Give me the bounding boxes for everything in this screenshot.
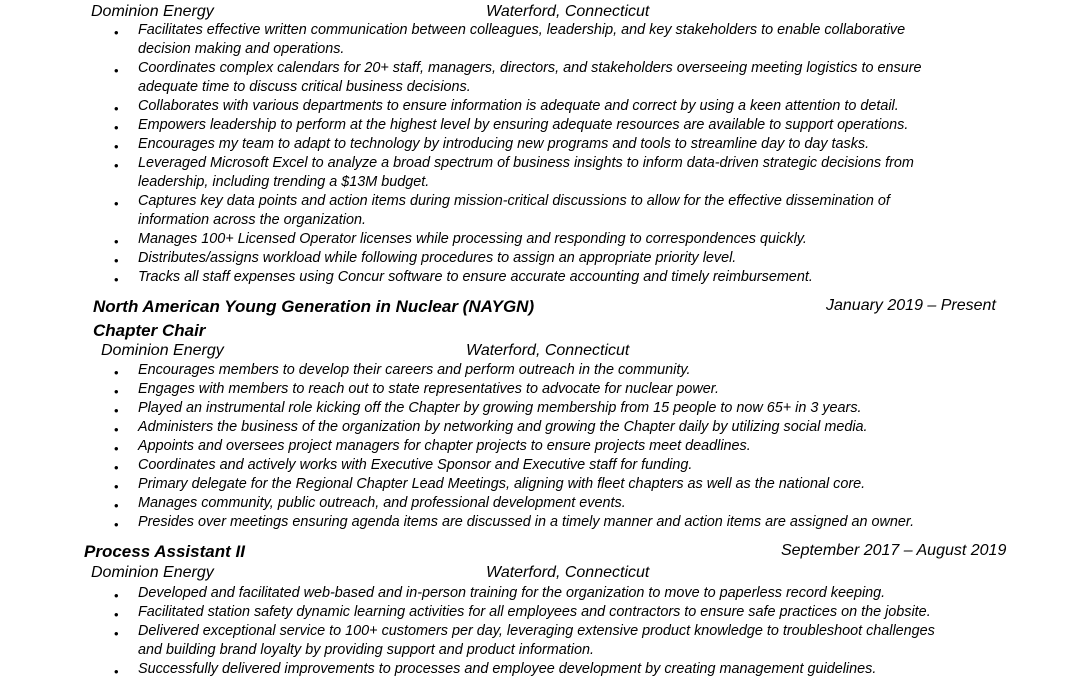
job-2-dates: January 2019 – Present: [826, 297, 996, 314]
bullet-glyph: •: [114, 365, 119, 380]
bullet-glyph: •: [114, 498, 119, 513]
bullet-glyph: •: [114, 441, 119, 456]
bullet-glyph: •: [114, 607, 119, 622]
job-3-location: Waterford, Connecticut: [486, 564, 650, 581]
job-3-title: Process Assistant II: [84, 542, 245, 561]
bullet-glyph: •: [114, 101, 119, 116]
job-2-role: Chapter Chair: [93, 321, 206, 340]
bullet-glyph: •: [114, 479, 119, 494]
bullet-glyph: •: [114, 517, 119, 532]
bullet-glyph: •: [114, 422, 119, 437]
bullet-glyph: •: [114, 626, 119, 641]
bullet-glyph: •: [114, 139, 119, 154]
bullet-glyph: •: [114, 460, 119, 475]
bullet-glyph: •: [114, 196, 119, 211]
bullet-glyph: •: [114, 253, 119, 268]
job-2-location: Waterford, Connecticut: [466, 342, 630, 359]
bullet-glyph: •: [114, 63, 119, 78]
job-3-company: Dominion Energy: [91, 564, 214, 581]
bullet-glyph: •: [114, 272, 119, 287]
job-1-location: Waterford, Connecticut: [486, 3, 650, 20]
bullet-glyph: •: [114, 664, 119, 679]
bullet-glyph: •: [114, 403, 119, 418]
job-2-title: North American Young Generation in Nuclear (NAYGN): [93, 297, 535, 316]
job-3-dates: September 2017 – August 2019: [781, 542, 1007, 559]
bullet-glyph: •: [114, 588, 119, 603]
bullet-glyph: •: [114, 384, 119, 399]
job-2-company: Dominion Energy: [101, 342, 224, 359]
bullet-glyph: •: [114, 158, 119, 173]
bullet-glyph: •: [114, 234, 119, 249]
bullet-glyph: •: [114, 120, 119, 135]
bullet-glyph: •: [114, 25, 119, 40]
job-1-company: Dominion Energy: [91, 3, 214, 20]
